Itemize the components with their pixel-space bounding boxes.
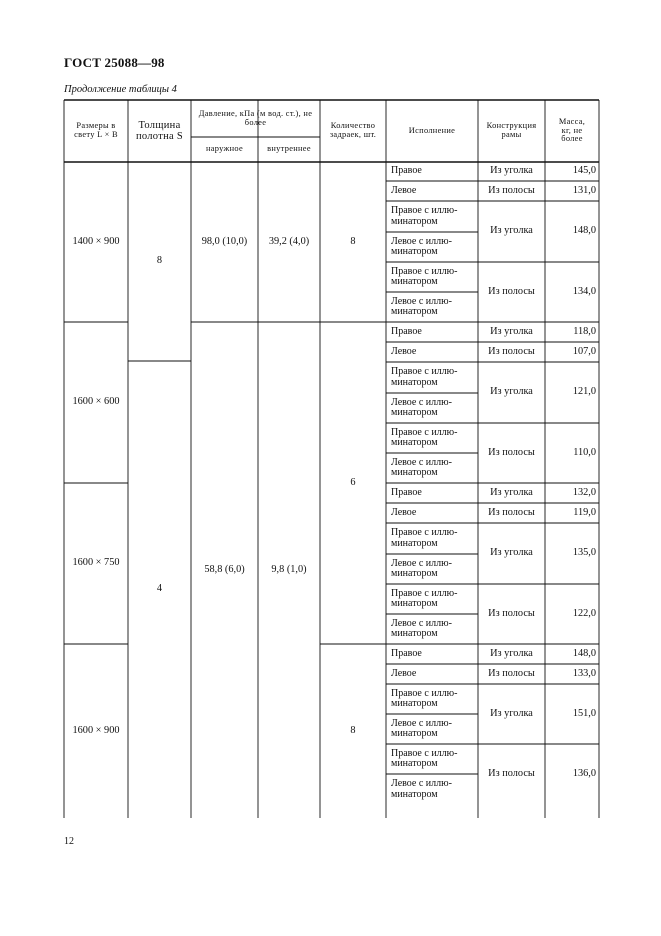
variant-cell: Правое с иллю-минатором	[391, 205, 458, 227]
variant-cell: Левое с иллю-минатором	[391, 396, 452, 418]
table-caption: Продолжение таблицы 4	[64, 84, 177, 95]
mass-cell: 122,0	[572, 607, 596, 619]
size-cell: 1600 × 750	[72, 557, 120, 569]
header-mass: Масса, кг, не более	[558, 116, 586, 144]
variant-cell: Правое с иллю-минатором	[391, 747, 458, 769]
frame-cell: Из уголка	[490, 486, 533, 498]
variant-cell: Левое с иллю-минатором	[391, 235, 452, 257]
header-thickness: Толщина полотна S	[135, 119, 184, 142]
variant-cell: Правое с иллю-минатором	[391, 587, 458, 609]
frame-cell: Из полосы	[488, 184, 535, 196]
mass-cell: 134,0	[572, 285, 596, 297]
header-latches: Количество задраек, шт.	[329, 121, 377, 139]
mass-cell: 131,0	[572, 184, 596, 196]
variant-cell: Правое с иллю-минатором	[391, 426, 458, 448]
frame-cell: Из уголка	[490, 707, 533, 719]
variant-cell: Левое	[391, 506, 417, 518]
variant-cell: Левое с иллю-минатором	[391, 456, 452, 478]
frame-cell: Из полосы	[488, 768, 535, 780]
pressure-outer-cell: 58,8 (6,0)	[204, 563, 245, 575]
mass-cell: 148,0	[572, 647, 596, 659]
variant-cell: Левое с иллю-минатором	[391, 557, 452, 579]
pressure-outer-cell: 98,0 (10,0)	[201, 235, 248, 247]
frame-cell: Из полосы	[488, 446, 535, 458]
document-title: ГОСТ 25088—98	[64, 55, 165, 70]
mass-cell: 145,0	[572, 165, 596, 177]
pressure-inner-cell: 39,2 (4,0)	[268, 235, 310, 247]
variant-cell: Левое с иллю-минатором	[391, 617, 452, 639]
mass-cell: 132,0	[572, 486, 596, 498]
header-size: Размеры в свету L × B	[74, 121, 118, 139]
mass-cell: 110,0	[573, 446, 596, 458]
variant-cell: Левое с иллю-минатором	[391, 295, 452, 317]
frame-cell: Из полосы	[488, 345, 535, 357]
thickness-cell: 8	[156, 255, 163, 267]
frame-cell: Из полосы	[488, 667, 535, 679]
frame-cell: Из полосы	[488, 285, 535, 297]
frame-cell: Из уголка	[490, 386, 533, 398]
variant-cell: Правое	[391, 325, 422, 337]
variant-cell: Правое	[391, 165, 422, 177]
header-pressure: Давление, кПа (м вод. ст.), не более	[198, 108, 313, 127]
frame-cell: Из уголка	[490, 547, 533, 559]
header-variant: Исполнение	[408, 125, 456, 135]
frame-cell: Из уголка	[490, 647, 533, 659]
variant-cell: Левое с иллю-минатором	[391, 778, 452, 800]
variant-cell: Правое с иллю-минатором	[391, 366, 458, 388]
latches-cell: 6	[350, 476, 356, 488]
pressure-inner-cell: 9,8 (1,0)	[271, 563, 307, 575]
latches-cell: 8	[350, 235, 356, 247]
mass-cell: 148,0	[572, 225, 596, 237]
frame-cell: Из уголка	[490, 165, 533, 177]
variant-cell: Левое	[391, 667, 417, 679]
latches-cell: 8	[350, 724, 356, 736]
mass-cell: 107,0	[572, 345, 596, 357]
header-pressure-inner: внутреннее	[267, 144, 311, 154]
variant-cell: Левое	[391, 184, 417, 196]
mass-cell: 135,0	[572, 547, 596, 559]
variant-cell: Правое	[391, 647, 422, 659]
frame-cell: Из уголка	[490, 225, 533, 237]
size-cell: 1400 × 900	[72, 235, 120, 247]
thickness-cell: 4	[156, 583, 163, 595]
mass-cell: 119,0	[573, 506, 596, 518]
page-number: 12	[64, 836, 74, 847]
variant-cell: Правое с иллю-минатором	[391, 265, 458, 287]
frame-cell: Из полосы	[488, 607, 535, 619]
variant-cell: Левое	[391, 345, 417, 357]
size-cell: 1600 × 600	[72, 396, 120, 408]
header-pressure-outer: наружное	[205, 144, 244, 154]
variant-cell: Левое с иллю-минатором	[391, 717, 452, 739]
variant-cell: Правое с иллю-минатором	[391, 687, 458, 709]
frame-cell: Из полосы	[488, 506, 535, 518]
header-frame: Конструкция рамы	[486, 121, 537, 139]
size-cell: 1600 × 900	[72, 724, 120, 736]
variant-cell: Правое	[391, 486, 422, 498]
mass-cell: 151,0	[572, 707, 596, 719]
mass-cell: 121,0	[572, 386, 596, 398]
mass-cell: 136,0	[572, 768, 596, 780]
variant-cell: Правое с иллю-минатором	[391, 527, 458, 549]
mass-cell: 118,0	[573, 325, 596, 337]
frame-cell: Из уголка	[490, 325, 533, 337]
mass-cell: 133,0	[572, 667, 596, 679]
